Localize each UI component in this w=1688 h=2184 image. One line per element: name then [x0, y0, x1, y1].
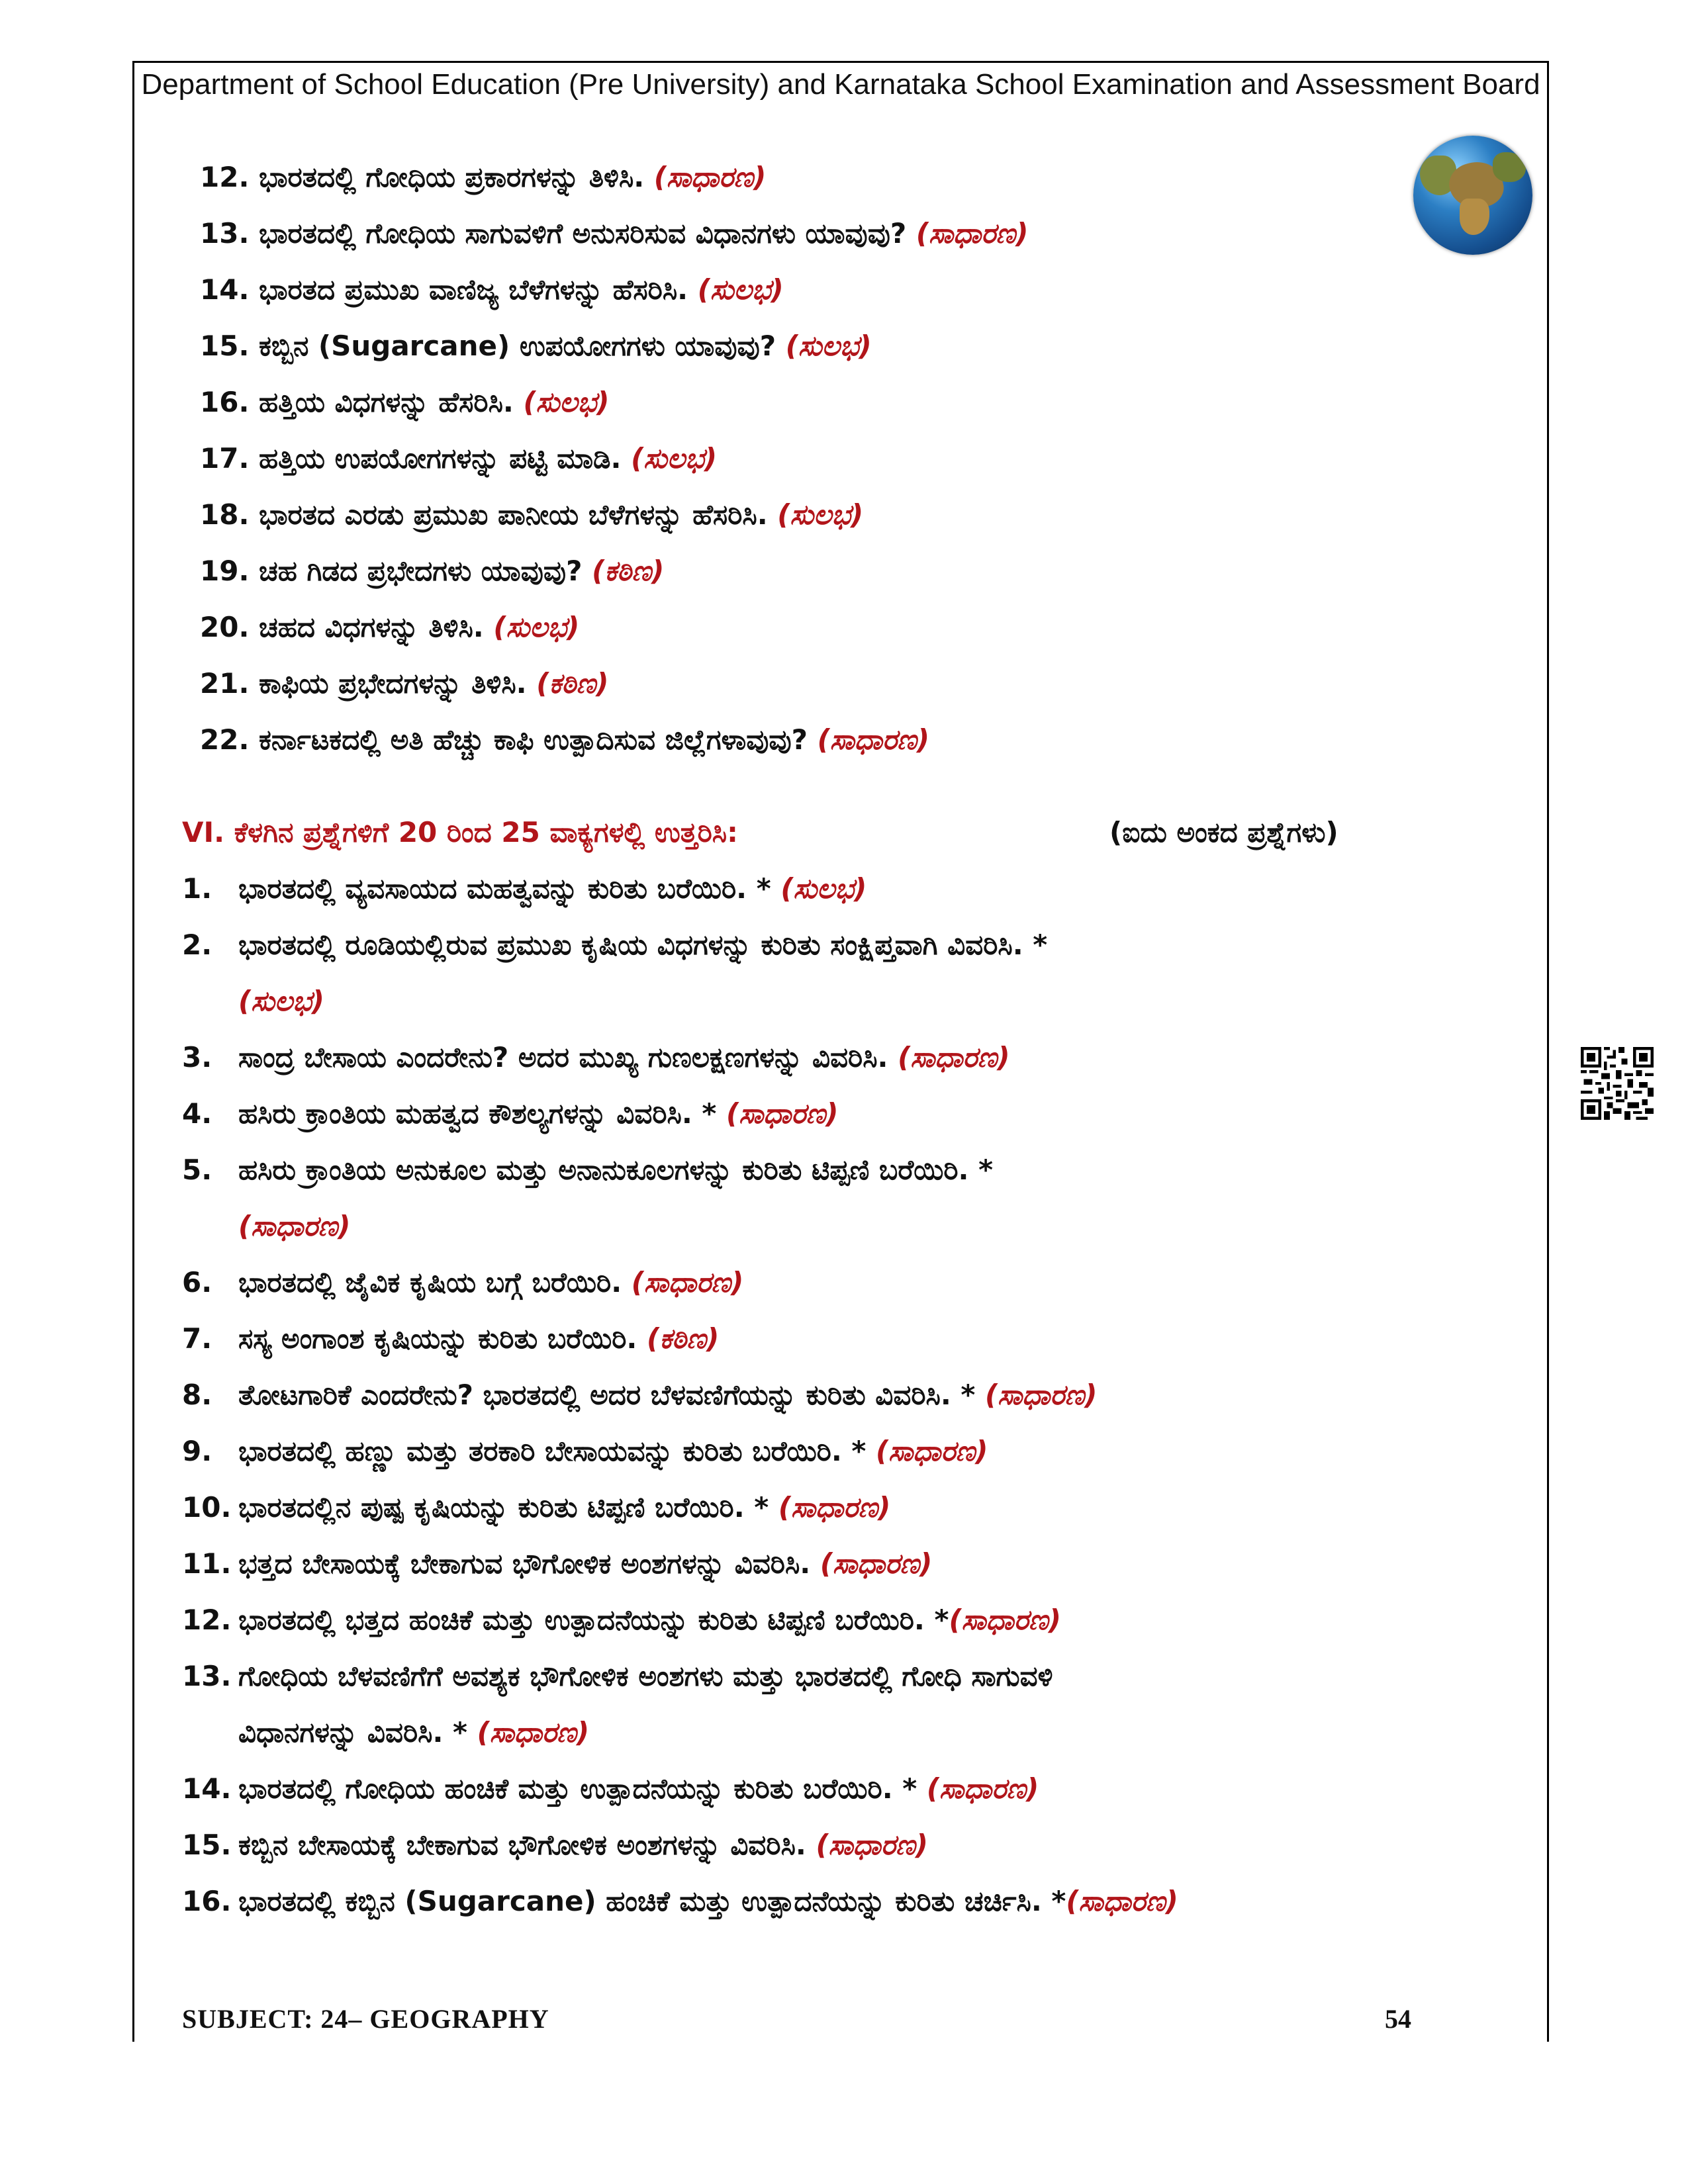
list-item: 15. ಕಬ್ಬಿನ (Sugarcane) ಉಪಯೋಗಗಳು ಯಾವುವು? (ಸುಲಭ)	[200, 330, 872, 362]
list-item: 16. ಭಾರತದಲ್ಲಿ ಕಬ್ಬಿನ (Sugarcane) ಹಂಚಿಕೆ ಮತ್ತು ಉತ್ಪಾದನೆಯನ್ನು ಕುರಿತು ಚರ್ಚಿಸಿ. *(ಸಾಧಾರಣ)	[182, 1885, 1178, 1917]
list-item: 14. ಭಾರತದ ಪ್ರಮುಖ ವಾಣಿಜ್ಯ ಬೆಳೆಗಳನ್ನು ಹೆಸರಿಸಿ. (ಸುಲಭ)	[200, 273, 784, 306]
list-item-continuation: (ಸುಲಭ)	[238, 985, 324, 1017]
list-item: 1. ಭಾರತದಲ್ಲಿ ವ್ಯವಸಾಯದ ಮಹತ್ವವನ್ನು ಕುರಿತು ಬರೆಯಿರಿ. * (ಸುಲಭ)	[182, 872, 867, 905]
globe-icon	[1413, 136, 1532, 255]
list-item: 2. ಭಾರತದಲ್ಲಿ ರೂಡಿಯಲ್ಲಿರುವ ಪ್ರಮುಖ ಕೃಷಿಯ ವಿಧಗಳನ್ನು ಕುರಿತು ಸಂಕ್ಷಿಪ್ತವಾಗಿ ವಿವರಿಸಿ. *	[182, 929, 1048, 961]
list-item: 20. ಚಹದ ವಿಧಗಳನ್ನು ತಿಳಿಸಿ. (ಸುಲಭ)	[200, 611, 580, 643]
list-item: 4. ಹಸಿರು ಕ್ರಾಂತಿಯ ಮಹತ್ವದ ಕೌಶಲ್ಯಗಳನ್ನು ವಿವರಿಸಿ. * (ಸಾಧಾರಣ)	[182, 1097, 839, 1130]
section-title: VI. ಕೆಳಗಿನ ಪ್ರಶ್ನೆಗಳಿಗೆ 20 ರಿಂದ 25 ವಾಕ್ಯಗಳಲ್ಲಿ ಉತ್ತರಿಸಿ:	[182, 816, 738, 848]
qr-code	[1581, 1047, 1654, 1120]
list-item: 17. ಹತ್ತಿಯ ಉಪಯೋಗಗಳನ್ನು ಪಟ್ಟಿ ಮಾಡಿ. (ಸುಲಭ)	[200, 442, 718, 475]
list-item: 7. ಸಸ್ಯ ಅಂಗಾಂಶ ಕೃಷಿಯನ್ನು ಕುರಿತು ಬರೆಯಿರಿ. (ಕಠಿಣ)	[182, 1322, 720, 1355]
list-item: 13. ಗೋಧಿಯ ಬೆಳವಣಿಗೆಗೆ ಅವಶ್ಯಕ ಭೌಗೋಳಿಕ ಅಂಶಗಳು ಮತ್ತು ಭಾರತದಲ್ಲಿ ಗೋಧಿ ಸಾಗುವಳಿ	[182, 1660, 1053, 1692]
list-item: 12. ಭಾರತದಲ್ಲಿ ಗೋಧಿಯ ಪ್ರಕಾರಗಳನ್ನು ತಿಳಿಸಿ. (ಸಾಧಾರಣ)	[200, 161, 767, 193]
list-item-continuation: (ಸಾಧಾರಣ)	[238, 1210, 351, 1242]
list-item: 16. ಹತ್ತಿಯ ವಿಧಗಳನ್ನು ಹೆಸರಿಸಿ. (ಸುಲಭ)	[200, 386, 610, 418]
list-item: 11. ಭತ್ತದ ಬೇಸಾಯಕ್ಕೆ ಬೇಕಾಗುವ ಭೌಗೋಳಿಕ ಅಂಶಗಳನ್ನು ವಿವರಿಸಿ. (ಸಾಧಾರಣ)	[182, 1547, 933, 1580]
list-item: 15. ಕಬ್ಬಿನ ಬೇಸಾಯಕ್ಕೆ ಬೇಕಾಗುವ ಭೌಗೋಳಿಕ ಅಂಶಗಳನ್ನು ವಿವರಿಸಿ. (ಸಾಧಾರಣ)	[182, 1829, 928, 1861]
section-marks: (ಐದು ಅಂಕದ ಪ್ರಶ್ನೆಗಳು)	[1109, 816, 1338, 848]
list-item: 10. ಭಾರತದಲ್ಲಿನ ಪುಷ್ಪ ಕೃಷಿಯನ್ನು ಕುರಿತು ಟಿಪ್ಪಣಿ ಬರೆಯಿರಿ. * (ಸಾಧಾರಣ)	[182, 1491, 891, 1524]
list-item: 6. ಭಾರತದಲ್ಲಿ ಜೈವಿಕ ಕೃಷಿಯ ಬಗ್ಗೆ ಬರೆಯಿರಿ. (ಸಾಧಾರಣ)	[182, 1266, 744, 1298]
page-number: 54	[1385, 2004, 1411, 2034]
footer-subject: SUBJECT: 24– GEOGRAPHY	[182, 2004, 549, 2034]
list-item: 19. ಚಹ ಗಿಡದ ಪ್ರಭೇದಗಳು ಯಾವುವು? (ಕಠಿಣ)	[200, 555, 665, 587]
list-item: 14. ಭಾರತದಲ್ಲಿ ಗೋಧಿಯ ಹಂಚಿಕೆ ಮತ್ತು ಉತ್ಪಾದನೆಯನ್ನು ಕುರಿತು ಬರೆಯಿರಿ. * (ಸಾಧಾರಣ)	[182, 1772, 1039, 1805]
list-item: 21. ಕಾಫಿಯ ಪ್ರಭೇದಗಳನ್ನು ತಿಳಿಸಿ. (ಕಠಿಣ)	[200, 667, 609, 700]
list-item: 12. ಭಾರತದಲ್ಲಿ ಭತ್ತದ ಹಂಚಿಕೆ ಮತ್ತು ಉತ್ಪಾದನೆಯನ್ನು ಕುರಿತು ಟಿಪ್ಪಣಿ ಬರೆಯಿರಿ. *(ಸಾಧಾರಣ)	[182, 1604, 1061, 1636]
page-header: Department of School Education (Pre University) and Karnataka School Examination and Assessment Board	[141, 68, 1540, 101]
list-item: 22. ಕರ್ನಾಟಕದಲ್ಲಿ ಅತಿ ಹೆಚ್ಚು ಕಾಫಿ ಉತ್ಪಾದಿಸುವ ಜಿಲ್ಲೆಗಳಾವುವು? (ಸಾಧಾರಣ)	[200, 723, 930, 756]
list-item: 3. ಸಾಂದ್ರ ಬೇಸಾಯ ಎಂದರೇನು? ಅದರ ಮುಖ್ಯ ಗುಣಲಕ್ಷಣಗಳನ್ನು ವಿವರಿಸಿ. (ಸಾಧಾರಣ)	[182, 1041, 1010, 1073]
list-item: 8. ತೋಟಗಾರಿಕೆ ಎಂದರೇನು? ಭಾರತದಲ್ಲಿ ಅದರ ಬೆಳವಣಿಗೆಯನ್ನು ಕುರಿತು ವಿವರಿಸಿ. * (ಸಾಧಾರಣ)	[182, 1379, 1098, 1411]
list-item: 5. ಹಸಿರು ಕ್ರಾಂತಿಯ ಅನುಕೂಲ ಮತ್ತು ಅನಾನುಕೂಲಗಳನ್ನು ಕುರಿತು ಟಿಪ್ಪಣಿ ಬರೆಯಿರಿ. *	[182, 1154, 994, 1186]
list-item: 13. ಭಾರತದಲ್ಲಿ ಗೋಧಿಯ ಸಾಗುವಳಿಗೆ ಅನುಸರಿಸುವ ವಿಧಾನಗಳು ಯಾವುವು? (ಸಾಧಾರಣ)	[200, 217, 1029, 250]
list-item: 18. ಭಾರತದ ಎರಡು ಪ್ರಮುಖ ಪಾನೀಯ ಬೆಳೆಗಳನ್ನು ಹೆಸರಿಸಿ. (ಸುಲಭ)	[200, 498, 864, 531]
list-item-continuation: ವಿಧಾನಗಳನ್ನು ವಿವರಿಸಿ. * (ಸಾಧಾರಣ)	[238, 1716, 590, 1749]
list-item: 9. ಭಾರತದಲ್ಲಿ ಹಣ್ಣು ಮತ್ತು ತರಕಾರಿ ಬೇಸಾಯವನ್ನು ಕುರಿತು ಬರೆಯಿರಿ. * (ಸಾಧಾರಣ)	[182, 1435, 988, 1467]
